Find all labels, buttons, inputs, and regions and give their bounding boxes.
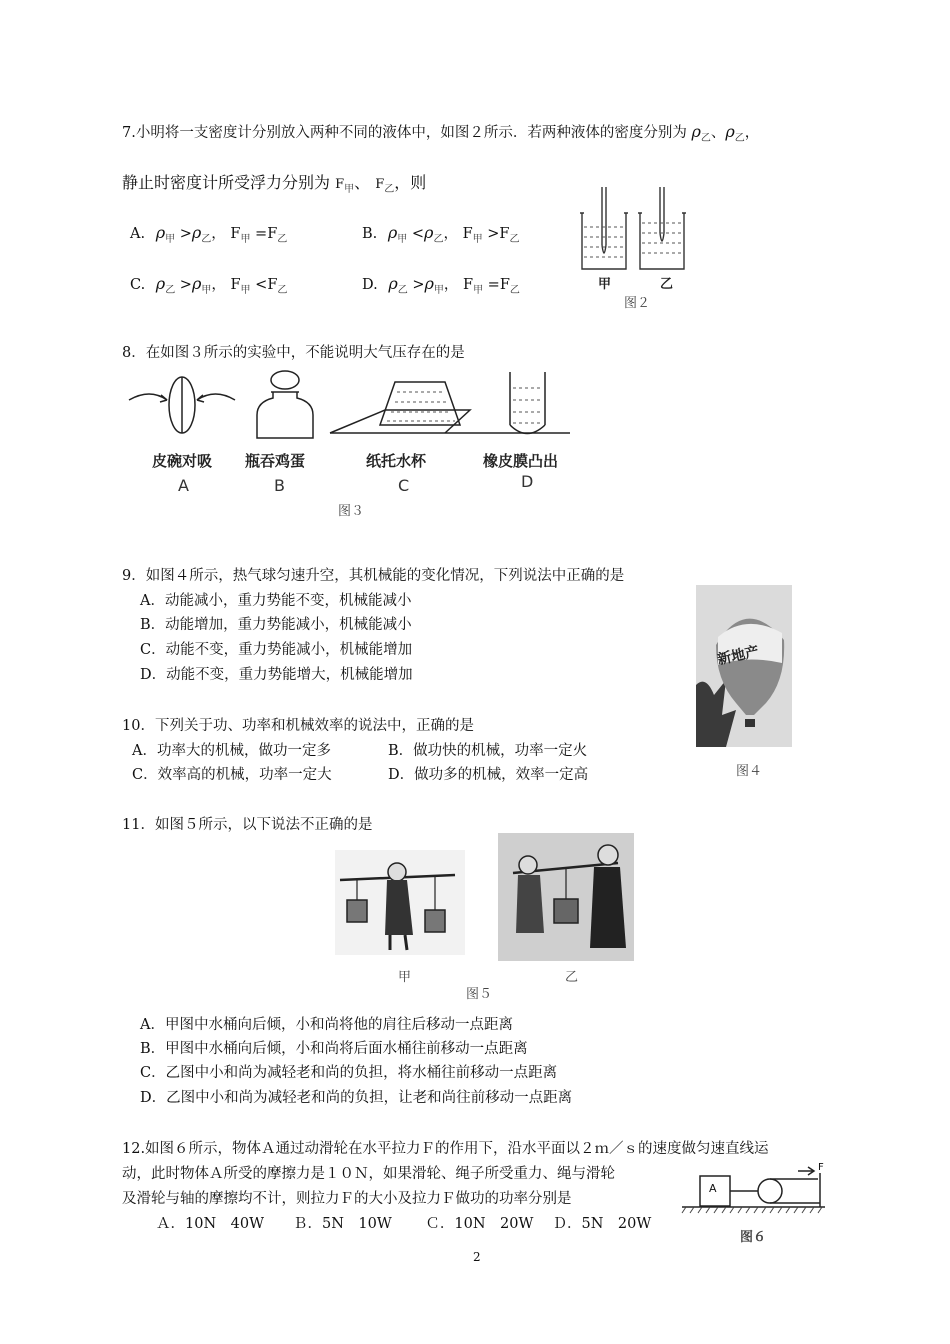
- q10-option-c: C．效率高的机械，功率一定大: [132, 767, 332, 783]
- figure-3-label-a: 皮碗对吸: [152, 452, 213, 470]
- q10-stem: 10．下列关于功、功率和机械效率的说法中，正确的是: [122, 718, 474, 734]
- q10-option-d: D．做功多的机械，效率一定高: [388, 767, 589, 783]
- figure-6-force-label: F: [818, 1162, 824, 1173]
- q11-option-c: C．乙图中小和尚为减轻老和尚的负担，将水桶往前移动一点距离: [140, 1065, 558, 1081]
- q9-stem: 9．如图４所示，热气球匀速升空，其机械能的变化情况，下列说法中正确的是: [122, 568, 625, 584]
- figure-2-caption: 图２: [624, 296, 651, 311]
- q12-stem-line1: 12.如图６所示，物体Ａ通过动滑轮在水平拉力Ｆ的作用下，沿水平面以２ｍ／ｓ的速度做匀速直线运: [122, 1141, 769, 1157]
- q11-option-d: D．乙图中小和尚为减轻老和尚的负担，让老和尚往前移动一点距离: [140, 1090, 573, 1106]
- q7-option-d: D. $\rho_乙 >\rho_甲$， $F_甲 =F_乙$: [362, 274, 520, 296]
- q11-stem: 11．如图５所示，以下说法不正确的是: [122, 817, 373, 833]
- figure-6-block-label: A: [709, 1182, 717, 1195]
- figure-3-letter-d: D: [521, 472, 534, 491]
- figure-3-label-b: 瓶吞鸡蛋: [245, 452, 306, 470]
- figure-3-caption: 图３: [338, 504, 365, 519]
- figure-2-hydrometers: [578, 185, 688, 275]
- q11-option-a: A．甲图中水桶向后倾，小和尚将他的肩往后移动一点距离: [140, 1017, 513, 1033]
- page-number: 2: [473, 1250, 481, 1264]
- figure-5-label-yi: 乙: [565, 970, 579, 985]
- figure-5-caption: 图５: [466, 987, 493, 1002]
- figure-3-label-c: 纸托水杯: [366, 452, 427, 470]
- q9-option-c: C．动能不变，重力势能减小，机械能增加: [140, 642, 413, 658]
- q9-option-a: A．动能减小，重力势能不变，机械能减小: [140, 593, 412, 609]
- q7-option-a: A. $\rho_甲 >\rho_乙$， $F_甲 =F_乙$: [130, 223, 288, 245]
- figure-3-letter-c: C: [398, 476, 410, 495]
- q7-option-c: C. $\rho_乙 >\rho_甲$， $F_甲 <F_乙$: [130, 274, 288, 296]
- q8-stem: 8．在如图３所示的实验中，不能说明大气压存在的是: [122, 345, 465, 361]
- q11-option-b: B．甲图中水桶向后倾，小和尚将后面水桶往前移动一点距离: [140, 1041, 528, 1057]
- q12-stem-line3: 及滑轮与轴的摩擦均不计，则拉力Ｆ的大小及拉力Ｆ做功的功率分别是: [122, 1191, 572, 1207]
- figure-3-label-d: 橡皮膜凸出: [483, 452, 559, 470]
- figure-4-caption: 图４: [736, 764, 763, 779]
- figure-5-label-jia: 甲: [398, 970, 412, 985]
- figure-5-jia-image: [335, 850, 465, 955]
- q7-option-b: B. $\rho_甲 <\rho_乙$， $F_甲 >F_乙$: [362, 223, 520, 245]
- q12-options: Ａ．10N 40W Ｂ．5N 10W Ｃ．10N 20W Ｄ．5N 20W: [156, 1216, 652, 1232]
- figure-3-experiments: [125, 370, 585, 445]
- figure-4-balloon-photo: [696, 585, 792, 747]
- figure-6-caption: 图６: [740, 1230, 767, 1245]
- q10-option-b: B．做功快的机械，功率一定火: [388, 743, 588, 759]
- figure-6-pulley-diagram: [680, 1163, 830, 1223]
- figure-4-balloon-text: 新地产: [716, 643, 761, 669]
- figure-3-letter-b: B: [274, 476, 285, 495]
- figure-3-letter-a: A: [178, 476, 189, 495]
- q7-stem-line1: 7.小明将一支密度计分别放入两种不同的液体中，如图２所示．若两种液体的密度分别为 $\rho_乙$、$\rho_乙$，: [122, 122, 760, 144]
- figure-5-yi-image: [498, 833, 634, 961]
- q7-stem-line2: 静止时密度计所受浮力分别为 $F_甲$、 $F_乙$，则: [122, 173, 427, 195]
- q12-stem-line2: 动，此时物体Ａ所受的摩擦力是１０Ｎ，如果滑轮、绳子所受重力、绳与滑轮: [122, 1166, 615, 1182]
- figure-2-label-jia: 甲: [598, 277, 612, 292]
- q9-option-d: D．动能不变，重力势能增大，机械能增加: [140, 667, 413, 683]
- figure-2-label-yi: 乙: [660, 277, 674, 292]
- q9-option-b: B．动能增加，重力势能减小，机械能减小: [140, 617, 412, 633]
- q10-option-a: A．功率大的机械，做功一定多: [132, 743, 331, 759]
